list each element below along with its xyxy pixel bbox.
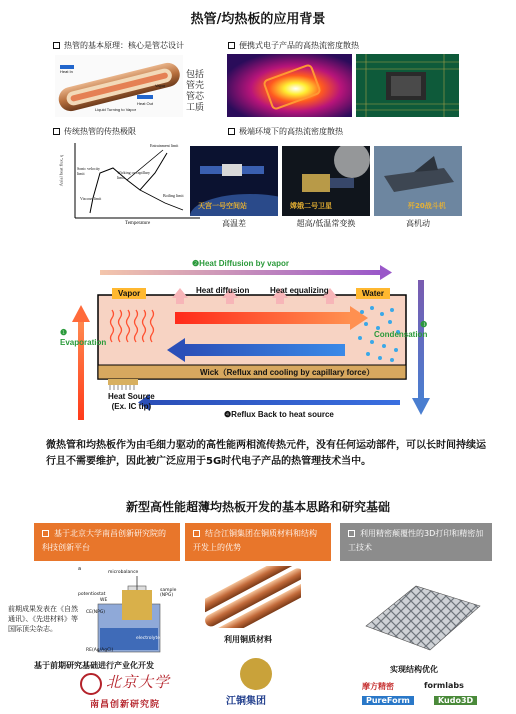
label-evaporation: ❶ Evaporation <box>60 328 107 347</box>
label-wick: Wick（Reflux and cooling by capillary force） <box>200 368 375 377</box>
apparatus-label-electrolyte: electrolyte <box>136 636 160 641</box>
satellite-photo <box>282 146 370 216</box>
checkbox-icon <box>53 42 60 49</box>
3d-printing-button: 利用精密颠覆性的3D打印和精密加工技术 <box>340 523 492 561</box>
limits-label-entrainment: Entrainment limit <box>150 143 179 148</box>
platform-button: 基于北京大学南昌创新研究院的科技创新平台 <box>34 523 180 561</box>
industrialization-text: 基于前期研究基础进行产业化开发 <box>34 661 154 670</box>
apparatus-label-ce: CE(NPG) <box>86 610 106 615</box>
photo-overlay-tiangong: 天宫一号空间站 <box>198 202 247 210</box>
label-water: Water <box>356 288 390 299</box>
heat-transfer-limits-chart <box>55 138 205 230</box>
formlabs-logo: formlabs <box>424 681 464 690</box>
jcc-logo-icon <box>240 658 272 690</box>
checkbox-icon <box>193 530 200 537</box>
pipe-label-heat-out: Heat Out <box>137 101 154 106</box>
apparatus-label-microbalance: microbalance <box>108 570 139 575</box>
copper-button: 结合江铜集团在铜质材料和结构开发上的优势 <box>185 523 331 561</box>
pipe-label-vapor: Vapor <box>155 83 166 88</box>
apparatus-label-sample: sample (NPG) <box>160 588 177 598</box>
jcc-logo-text: 江铜集团 <box>226 696 266 707</box>
limits-label-wicking: Wicking or capillary limit <box>117 170 150 180</box>
pipe-label-liquid: Liquid Turning to Vapor <box>95 107 137 112</box>
lattice-structure-render <box>356 566 488 660</box>
photo-overlay-change2: 嫦娥二号卫星 <box>290 202 332 210</box>
caption-high-temp-diff: 高温差 <box>222 219 246 228</box>
label-heat-diffusion: Heat diffusion <box>196 286 250 295</box>
section-heading-principle: 热管的基本原理：核心是管芯设计 <box>53 40 184 51</box>
pipe-label-heat-in: Heat In <box>60 69 73 74</box>
pku-emblem-icon <box>80 673 102 695</box>
apparatus-label-potentiostat: potentiostat <box>78 592 106 597</box>
limits-xlabel: Temperature <box>125 221 151 226</box>
checkbox-icon <box>42 530 49 537</box>
apparatus-label-we: WE <box>100 598 108 603</box>
label-heat-equalizing: Heat equalizing <box>270 286 329 295</box>
label-reflux: ❹Reflux Back to heat source <box>224 410 334 419</box>
limits-label-sonic: Sonic velocity limit <box>77 166 100 176</box>
electrochemical-apparatus-figure <box>78 566 188 654</box>
label-heat-source: Heat Source (Ex. IC tip) <box>108 392 155 411</box>
thermal-image-phone <box>227 54 352 117</box>
section-heading-extreme: 极端环境下的高热流密度散热 <box>228 126 343 137</box>
fighter-jet-photo <box>374 146 462 216</box>
label-vapor: Vapor <box>112 288 146 299</box>
checkbox-icon <box>53 128 60 135</box>
structure-caption: 实现结构优化 <box>390 665 438 674</box>
bmf-logo: 摩方精密 <box>362 682 394 691</box>
caption-high-maneuver: 高机动 <box>406 219 430 228</box>
copper-tubes-photo <box>205 566 301 628</box>
copper-caption: 利用铜质材料 <box>224 635 272 644</box>
label-heat-diffusion-vapor: ❷Heat Diffusion by vapor <box>192 259 289 268</box>
pureform-logo: PureForm <box>362 696 414 705</box>
limits-label-boiling: Boiling limit <box>163 193 184 198</box>
section-heading-limit: 传统热管的传热极限 <box>53 126 136 137</box>
apparatus-label-a: a <box>78 566 82 572</box>
caption-temp-change: 超高/低温常变换 <box>296 219 356 228</box>
checkbox-icon <box>228 42 235 49</box>
photo-overlay-j20: 歼20战斗机 <box>408 202 446 210</box>
limits-label-viscous: Viscous limit <box>80 196 102 201</box>
pipe-components-text: 包括 管壳 管芯 工质 <box>186 70 205 113</box>
apparatus-label-re: RE(Ag/AgCl) <box>86 648 114 653</box>
checkbox-icon <box>348 530 355 537</box>
summary-text: 微热管和均热板作为由毛细力驱动的高性能两相流传热元件，没有任何运动部件，可以长时间持续运行且不需要维护，因此被广泛应用于5G时代电子产品的热管理技术当中。 <box>46 440 486 467</box>
section-title-development: 新型高性能超薄均热板开发的基本思路和研究基础 <box>125 500 390 514</box>
page-title: 热管/均热板的应用背景 <box>190 12 326 27</box>
checkbox-icon <box>228 128 235 135</box>
pku-logo-text: 北京大学 <box>106 673 171 691</box>
section-heading-portable: 便携式电子产品的高热流密度散热 <box>228 40 359 51</box>
limits-ylabel: Axial heat flux, q <box>58 154 64 187</box>
heat-pipe-illustration <box>55 55 183 117</box>
pku-institute-text: 南昌创新研究院 <box>90 700 161 710</box>
pcb-chip-image <box>356 54 459 117</box>
publication-text: 前期成果发表在《自然通讯》、《先进材料》等国际顶尖杂志。 <box>8 605 78 633</box>
kudo3d-logo: Kudo3D <box>434 696 477 705</box>
vapor-chamber-diagram <box>0 250 516 430</box>
space-station-photo <box>190 146 278 216</box>
label-condensation: ❸ Condensation <box>374 320 428 339</box>
